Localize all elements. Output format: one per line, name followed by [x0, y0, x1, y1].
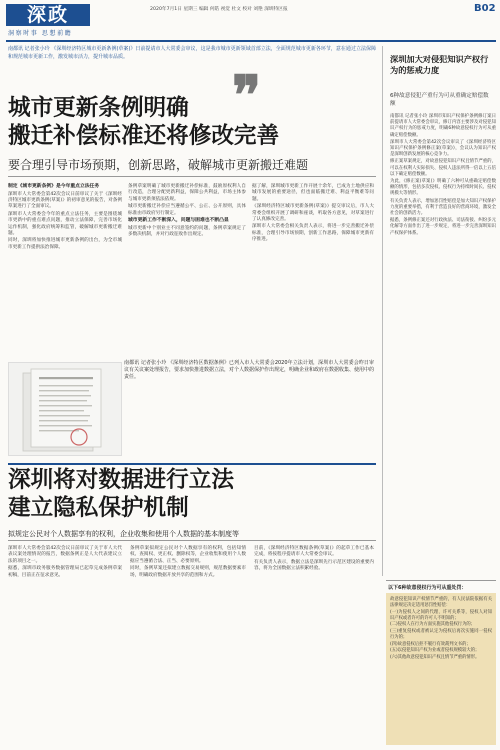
article2-paragraph: 据悉，深圳市政务服务数据管理局已起草完成条例草案初稿，目前正在征求意见。	[8, 566, 122, 578]
article1-paragraph: 城市更新中个别业主不同意签约的问题，条例草案规定了多数决机制，并对行政征收作出规定。	[128, 225, 246, 238]
article2-headline	[8, 466, 234, 522]
sidebar-paragraph: 深圳市人大常委会第42次会议审议了《深圳经济特区知识产权保护条例修正案(草案)》，会议认为知识产权是深圳创新发展的核心竞争力。	[390, 139, 496, 158]
article1-paragraph: 深圳市人大常委会相关负责人表示，将进一步完善搬迁补偿标准，合理引导市场预期，创新工作思路，保障城市更新有序推进。	[252, 224, 374, 243]
sidebar-subheadline: 6种故意侵犯产重行为可从重确定赔偿数额	[390, 93, 489, 107]
article2-paragraph: 有关负责人表示，数据立法是深圳先行示范区建设的重要内容，将为全国数据立法积累经验。	[254, 559, 374, 572]
box-intro: 故意侵犯知识产权情节严重的，有人民法院依据有关法律规定决定适用惩罚性赔偿：	[390, 597, 492, 609]
page-number: B02	[474, 3, 496, 14]
box-top-rule	[386, 580, 496, 581]
article2-paragraph: 同时，条例草案还拟建立数据交易规则，规范数据要素市场，明确政府数据开放共享的范围和方式。	[130, 566, 246, 578]
article1-column1	[8, 184, 122, 252]
article1-paragraph: 城市更新搬迁补偿应当遵循公平、公正、公开原则，具体标准由市政府另行制定。	[128, 204, 246, 216]
article2-top-rule	[8, 463, 376, 465]
sidebar-body	[390, 114, 496, 238]
article1-headline-line2: 搬迁补偿标准还将修改完善	[8, 123, 280, 149]
document-image-icon	[9, 363, 121, 455]
sidebar-paragraph: 据悉，条例修正案还对行政执法、司法衔接、纠纷多元化解等方面作出了进一步规定，将进一步完善深圳知识产权保护体系。	[390, 218, 496, 236]
sidebar-paragraph: 为此，《修正案(草案)》明确了六种可从重确定赔偿数额的情形，包括多次侵权、侵权行为持续时间长、侵权规模大等情形。	[390, 179, 496, 197]
article2-subheadline: 拟规定公民对个人数据享有的权利，企业收集和使用个人数据的基本制度等	[8, 530, 239, 538]
lead-paragraph: 南都讯 记者张小玲 《深圳经济特区城市更新条例(草案)》日前提请市人大常委会审议，这是我市城市更新领域首部立法，全面规范城市更新各环节，意在通过立法保障和规范城市更新工作，激发城市活力，提升城市品质。	[8, 46, 376, 60]
page-header	[0, 0, 500, 42]
masthead-logo: 深政	[6, 4, 90, 26]
article1-section-head: 城市更新工作不断深入，问题与困难也不断凸显	[128, 218, 229, 224]
document-illustration	[8, 362, 122, 456]
box-list-item: (三)重复侵权或者被认定为侵权后再次实施同一侵权行为的；	[390, 628, 492, 641]
article2-column1	[8, 546, 122, 580]
article1-paragraph: 深圳市人大常委会第42次会议日前审议了关于《深圳经济特区城市更新条例(草案)》的初审意见的报告，对条例草案进行了全面审议。	[8, 191, 122, 210]
article2-paragraph: 深圳市人大常委会第42次会议日前审议了关于市人大代表议案处理情况的报告，数据条例正是人大代表建议立法的项目之一。	[8, 546, 122, 564]
box-title: 以下6种故意侵权行为可从重处罚：	[388, 585, 467, 591]
issue-line: 2020年7月1日 星期三 编辑 何皓 视觉 杜文 校对 刘艳 深圳特区报	[150, 7, 288, 12]
article1-subheadline: 要合理引导市场预期，创新思路，破解城市更新搬迁难题	[8, 158, 309, 172]
box-list-item: (六)其他故意侵犯知识产权且情节严重的情形。	[390, 654, 480, 660]
box-list-item: (四)故意侵权后拒不履行有效裁判文书的；	[390, 641, 471, 647]
article1-paragraph: 同时，深圳将加快推进城市更新条例的出台，为全市城市更新工作提供法治保障。	[8, 238, 122, 250]
header-rule	[6, 40, 496, 42]
sidebar-paragraph: 修正案草案规定，对故意侵犯知识产权且情节严重的，可以在权利人实际损失、侵权人违法所得一倍以上五倍以下确定赔偿数额。	[390, 159, 496, 177]
article1-column2	[128, 184, 246, 239]
masthead-slogan: 洞察时事 思想前瞻	[8, 30, 73, 37]
box-list-item: (五)以侵犯知识产权为业或者侵权规模较大的；	[390, 648, 480, 654]
article2-paragraph: 目前，《深圳经济特区数据条例(草案)》的起草工作已基本完成，将按程序提请市人大常委会审议。	[254, 546, 374, 558]
article1-headline-line1: 城市更新条例明确	[8, 95, 189, 121]
highlight-box-content	[390, 597, 492, 661]
sidebar-headline: 深圳加大对侵犯知识产权行为的惩戒力度	[390, 54, 489, 75]
article2-paragraph: 条例草案拟规定公民对个人数据享有的权利，包括知情权、查阅权、更正权、删除权等，企业收集和使用个人数据应当遵循合法、正当、必要原则。	[130, 546, 246, 564]
article1-headline	[8, 94, 279, 150]
article1-column3	[252, 184, 374, 245]
sidebar-paragraph: 有关负责人表示，增加惩罚性赔偿是加大知识产权保护力度的重要举措，有利于营造良好的营商环境，激发全社会的创新活力。	[390, 198, 496, 217]
article1-paragraph: 条例草案明确了城市更新搬迁补偿标准，鼓励原权利人自行改造，合理分配更新利益，保障公共利益，市场主体参与城市更新须依法依规。	[128, 184, 246, 202]
article1-section-head: 制定《城市更新条例》是今年重点立法任务	[8, 184, 100, 189]
box-list-item: (一)为侵权人之间的代理、许可关系等，侵权人对知识产权或者许可的许可人不明知的；	[390, 609, 492, 621]
article1-paragraph: 据了解，深圳城市更新工作开展十余年，已成为土地供应和城市发展的重要途径，但也面临搬迁难、利益平衡难等问题。	[252, 184, 374, 202]
article1-paragraph: 深圳市人大常委会今年的重点立法任务，主要是围绕城市更新中的重点难点问题，推动立法保障，完善市场化运作机制，强化政府统筹和监管，破解城市更新搬迁难题。	[8, 211, 122, 237]
article2-headline-line2: 建立隐私保护机制	[8, 495, 189, 521]
quote-icon: ❞	[232, 63, 262, 127]
article2-column3	[254, 546, 374, 574]
box-list-item: (二)侵权人在行为方面实施其他侵权行为的；	[390, 622, 475, 628]
article2-headline-line1: 深圳将对数据进行立法	[8, 467, 234, 493]
article2-column2	[130, 546, 246, 580]
article1-rule	[8, 176, 376, 177]
article2-rule	[8, 540, 376, 541]
side-caption: 南都讯 记者张小玲 《深圳经济特区数据条例》已列入市人大常委会2020年立法计划，深圳市人大常委会昨日审议有关议案处理报告，要求加快推进数据立法，对个人数据保护作出规定，明确企业和政府在数据收集、使用中的责任。	[124, 360, 375, 380]
sidebar-divider	[382, 46, 383, 576]
sidebar-paragraph: 南都讯 记者张小玲 深圳市知识产权保护条例修订案日前提请市人大常委会审议，修订内容主要涉及对侵犯知识产权行为的惩戒力度，明确6种故意侵权行为可从重确定赔偿数额。	[390, 114, 496, 138]
article1-paragraph: 《深圳经济特区城市更新条例(草案)》提交审议后，市人大常委会组织开展了调研和座谈，听取各方意见，对草案进行了认真修改完善。	[252, 204, 374, 223]
